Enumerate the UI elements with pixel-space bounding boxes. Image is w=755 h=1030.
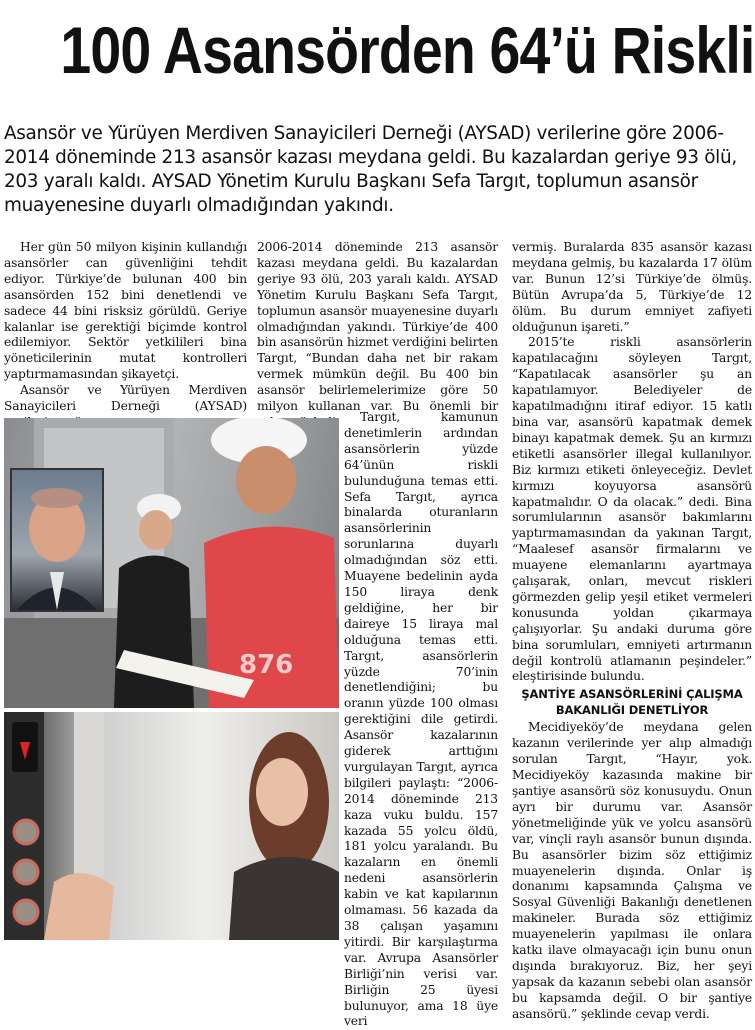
shirt-print: 876 — [239, 650, 294, 680]
column-2-continued — [344, 410, 498, 1030]
paragraph: 2015’te riskli asansörlerin kapatılacağını söyleyen Targıt, “Kapatılacak asansörler şu an kapatılamıyor. Belediyeler de kapatılmadığını itiraf ediyor. 15 katlı bina var, asansörü kapatmak demek binayı kapatmak demek. Şu an kırmızı etiketli asansörler illegal kullanılıyor. Biz kırmızı etiketi önleyeceğiz. Devlet kırmızı koyuyorsa asansörü kapatmalıdır. O da olacak.” dedi. Bina sorumlularının asansör bakımlarını yaptırmamasından da yakınan Targıt, “Maalesef asansör firmalarını ve muayene elemanlarını ayartmaya çalışarak, onları, mevcut riskleri görmezden gelip yeşil etiket vermeleri konusunda yoldan çıkarmaya çalışıyorlar. Şu andaki duruma göre bina sorumluları, emniyeti artırmanın değil kontrolü atlamanın peşindeler.” eleştirisinde bulundu. — [512, 335, 752, 684]
paragraph: Asansör ve Yürüyen Merdiven Sanayicileri Derneği (AYSAD) — [4, 383, 247, 414]
paragraph: 2006-2014 döneminde 213 asansör kazası meydana geldi. Bu kazalardan geriye 93 ölü, 203 yaralı kaldı. AYSAD Yönetim Kurulu Başkanı Sefa Targıt, toplumun asansör muayenesine duyarlı olmadığından yakındı. Türkiye’de 400 bin asansörün hizmet verdiğini belirten Targıt, “Bundan daha net bir rakam vermek mümkün değil. Bu 400 bin asansör belirlemelerimize göre 50 milyon kullanan var. Bu önemli bir — [257, 240, 498, 414]
column-3 — [512, 240, 752, 1023]
photo-elevator-inspectors — [4, 418, 339, 708]
photo-elevator-buttons — [4, 712, 339, 940]
portrait-illustration — [12, 470, 102, 610]
subheading: ŞANTİYE ASANSÖRLERİNİ ÇALIŞMA BAKANLIĞI DENETLİYOR — [521, 687, 743, 717]
column-1 — [4, 240, 247, 431]
column-2 — [257, 240, 498, 431]
lead-paragraph: Asansör ve Yürüyen Merdiven Sanayicileri Derneği (AYSAD) verilerine göre 2006-2014 döneminde 213 asansör kazası meydana geldi. Bu kazalardan geriye 93 ölü, 203 yaralı kaldı. AYSAD Yönetim Kurulu Başkanı Sefa Targıt, toplumun asansör muayenesine duyarlı olmadığından yakındı. — [4, 123, 737, 216]
paragraph: Her gün 50 milyon kişinin kullandığı asansörler can güvenliğini tehdit ediyor. Türkiye’de bulunan 400 bin asansörden 152 bini denetlendi ve sadece 44 bini risksiz görüldü. Geriye kalanlar ise gerektiği biçimde kontrol edilemiyor. Sektör yetkilileri bina yöneticilerinin mutat kontrolleri yaptırmamasından şikayetçi. — [4, 240, 247, 382]
portrait-inset — [10, 468, 104, 612]
paragraph: vermiş. Buralarda 835 asansör kazası meydana gelmiş, bu kazalarda 17 ölüm var. Bunun 12’si Türkiye’de ölmüş. Bütün Avrupa’da 5, Türkiye’de 12 ölüm. Bu durum emniyet zafiyeti olduğunun işareti.” — [512, 240, 752, 334]
headline: 100 Asansörden 64’ü Riskli — [60, 13, 755, 87]
photo-illustration — [4, 712, 339, 940]
paragraph: Targıt, kamunun denetimlerin ardından asansörlerin yüzde 64’ünün riskli bulunduğuna temas etti. Sefa Targıt, ayrıca binalarda oturanların asansörlerinin sorunlarına duyarlı olmadığından söz etti. Muayene bedelinin ayda 150 liraya denk geldiğine, her bir daireye 15 liraya mal olduğuna temas etti. Targıt, asansörlerin yüzde 70’inin denetlendiğini; bu oranın yüzde 100 olması gerektiğini dile getirdi. Asansör kazalarının giderek arttığını vurgulayan Targıt, ayrıca bilgileri paylaştı: “2006-2014 döneminde 213 kaza vuku buldu. 157 kazada 55 yolcu öldü, 181 yolcu yaralandı. Bu kazaların en önemli nedeni asansörlerin kabin ve kat kapılarının olmaması. 56 kazada da 38 çalışan yaşamını yitirdi. Bir karşılaştırma var. Avrupa Asansörler Birliği’nin verisi var. Birliğin 25 üyesi bulunuyor, ama 18 üye veri — [344, 410, 498, 1029]
paragraph: Mecidiyeköy’de meydana gelen kazanın verilerinde yer alıp almadığı sorulan Targıt, “Hayır, yok. Mecidiyeköy kazasında makine bir şantiye asansörü söz konusuydu. Onun ayrı bir durumu var. Asansör yönetmeliğinde yük ve yolcu asansörü var, vinçli raylı asansör bunun dışında. Bu asansörler bizim söz ettiğimiz muayenelerin dışında. Onlar iş donanımı kapsamında Çalışma ve Sosyal Güvenliği Bakanlığı denetlenen makineler. Burada söz ettiğimiz muayenelerin yapılması ile onlara katkı ilave olmayacağı için bunu onun dışında bırakıyoruz. Biz, her şeyi yapsak da kazanın sebebi olan asansör bu kapsamda değil. O bir şantiye asansörü.” şeklinde cevap verdi. — [512, 720, 752, 1021]
